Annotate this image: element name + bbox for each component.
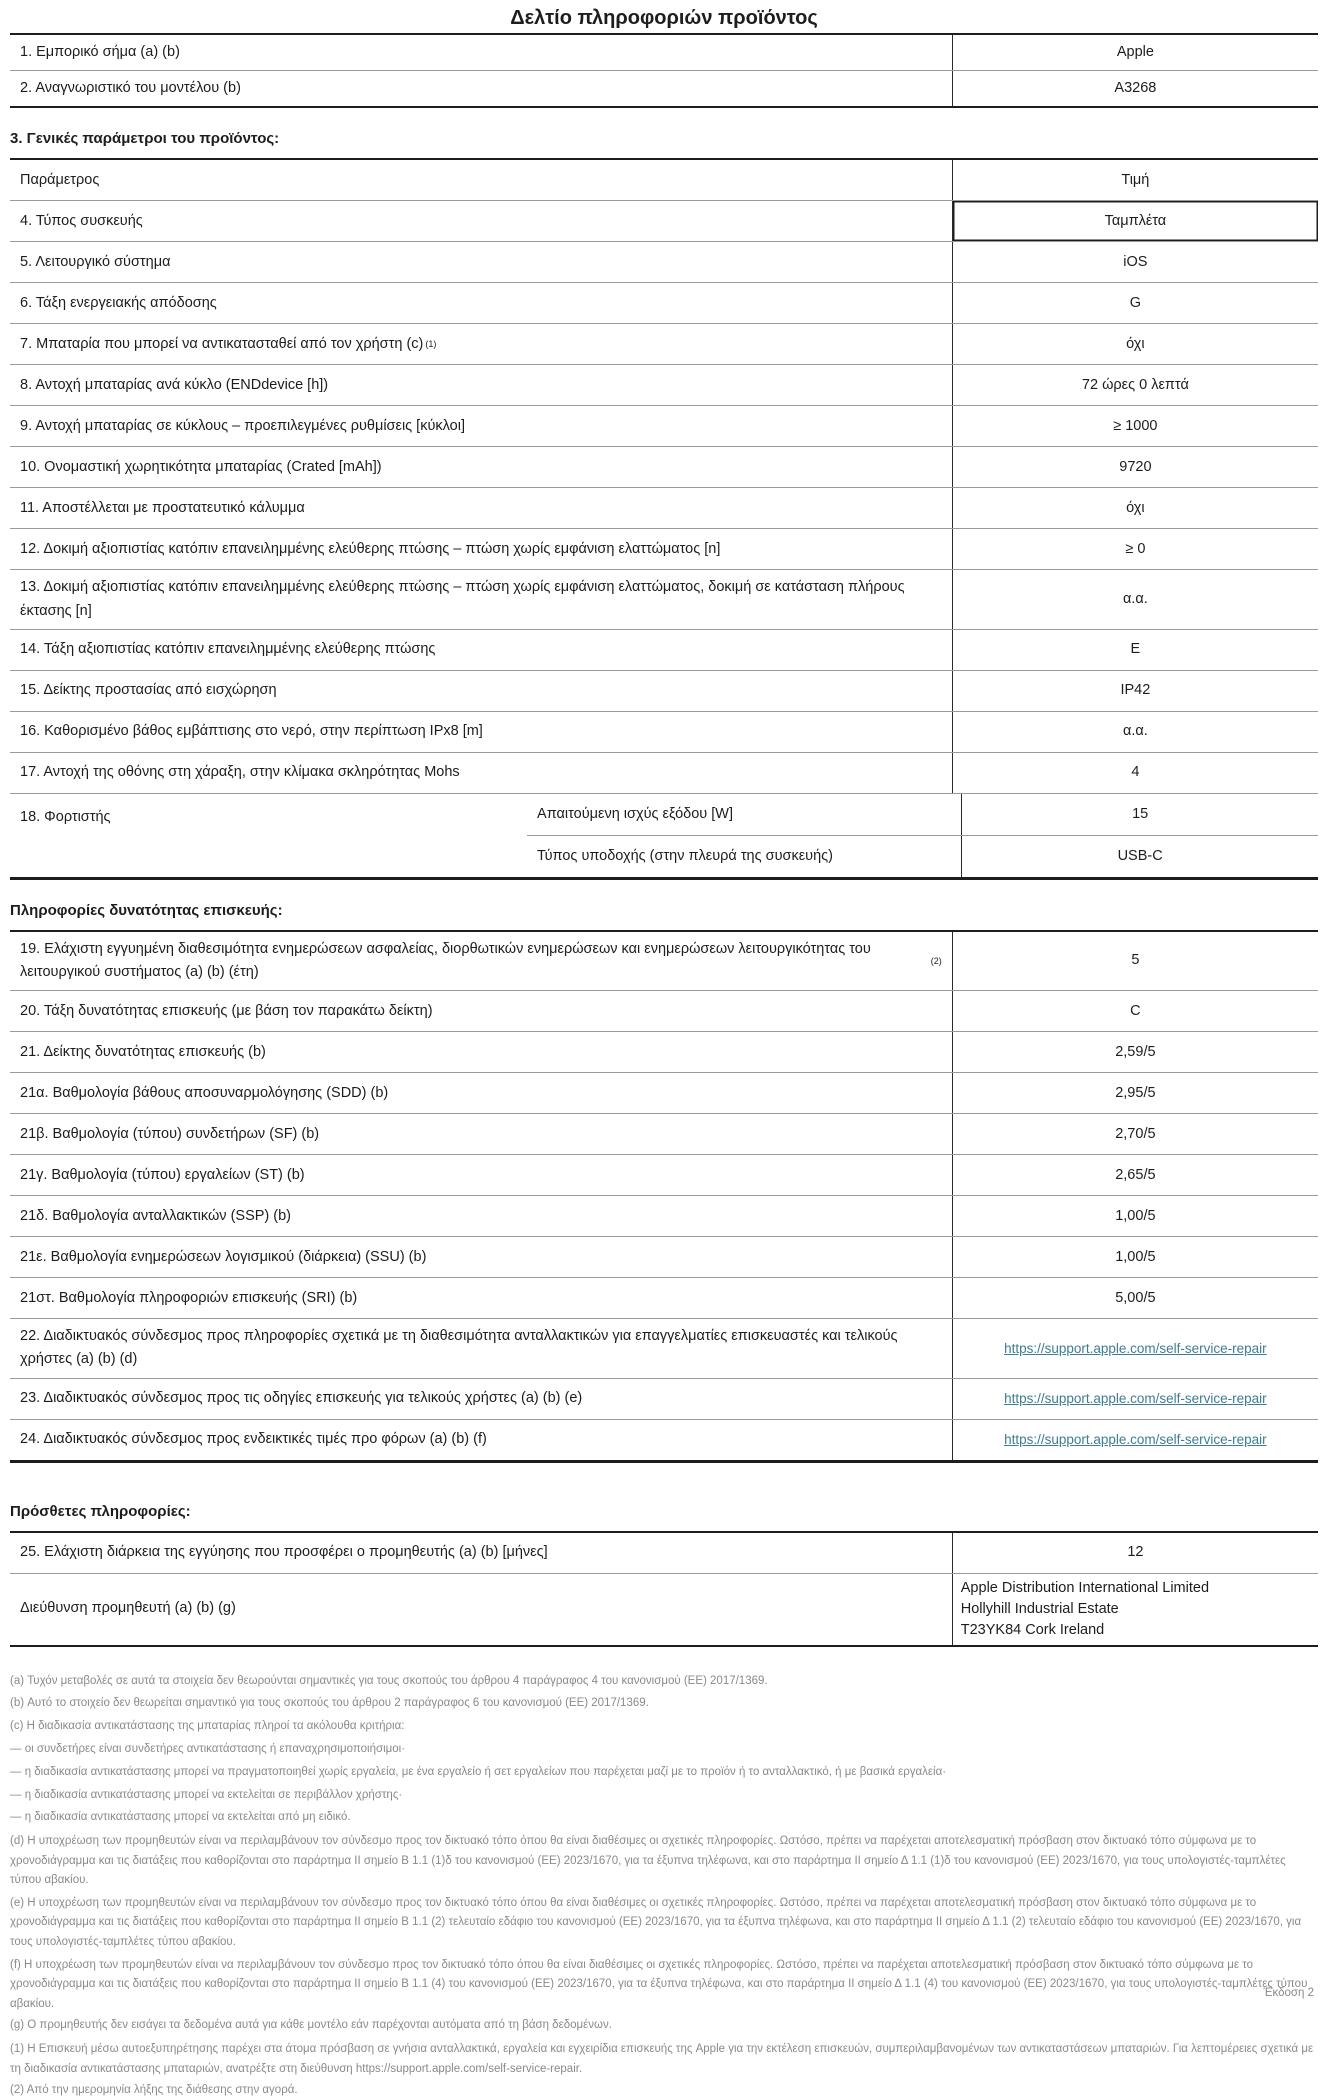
footnote-c: (c) Η διαδικασία αντικατάστασης της μπαταρίας πληροί τα ακόλουθα κριτήρια: (10, 1720, 405, 1733)
table-row (10, 35, 1318, 70)
row-label: 21δ. Βαθμολογία ανταλλακτικών (SSP) (b) (20, 1207, 291, 1224)
table-row (10, 932, 1318, 990)
row-label: 1. Εμπορικό σήμα (a) (b) (20, 44, 180, 60)
row-label: 15. Δείκτης προστασίας από εισχώρηση (20, 682, 277, 699)
product-fiche-page (0, 7, 1328, 2100)
table-row (10, 364, 1318, 405)
row-label: 21β. Βαθμολογία (τύπου) συνδετήρων (SF) (b) (20, 1125, 320, 1142)
table-row (10, 1378, 1318, 1419)
row-label: 21γ. Βαθμολογία (τύπου) εργαλείων (ST) (b) (20, 1166, 305, 1183)
repair-table (10, 930, 1318, 1463)
row-label: 20. Τάξη δυνατότητας επισκευής (με βάση τον παρακάτω δείκτη) (20, 1002, 433, 1019)
version-label: Έκδοση 2 (1263, 1987, 1314, 1999)
table-row (10, 1031, 1318, 1072)
supplier-address-line: Apple Distribution International Limited (960, 1579, 1210, 1596)
table-row (10, 323, 1318, 364)
row-label: 24. Διαδικτυακός σύνδεσμος προς ενδεικτικές τιμές προ φόρων (a) (b) (f) (20, 1430, 487, 1447)
spare-parts-link-cell (952, 1319, 1318, 1377)
table-row (10, 241, 1318, 282)
column-header-value: Τιμή (952, 160, 1318, 200)
table-row (10, 1419, 1318, 1460)
table-row (10, 1533, 1318, 1573)
general-table (10, 158, 1318, 879)
supplier-address (952, 1574, 1318, 1645)
table-row (10, 487, 1318, 528)
battery-endurance-value: 72 ώρες 0 λεπτά (952, 365, 1318, 405)
footnote-c-bullet-1: — οι συνδετήρες είναι συνδετήρες αντικατάστασης ή επαναχρησιμοποιήσιμοι· (10, 1742, 406, 1755)
footnote-2: (2) Από την ημερομηνία λήξης της διάθεσης στην αγορά. (10, 2084, 298, 2097)
footnote-c-bullet-2: — η διαδικασία αντικατάστασης μπορεί να πραγματοποιηθεί χωρίς εργαλεία, με ένα εργαλείο ή σετ εργαλείων που παρέχεται μαζί με το προϊόν ή το ανταλλακτικό, ή με βασικά εργαλεία· (10, 1765, 947, 1778)
ingress-protection-value: IP42 (952, 671, 1318, 711)
protective-cover-value: όχι (952, 488, 1318, 528)
battery-replaceable-value: όχι (952, 324, 1318, 364)
indicative-prices-link-cell (952, 1420, 1318, 1460)
row-label: 13. Δοκιμή αξιοπιστίας κατόπιν επανειλημμένης ελεύθερης πτώσης – πτώση χωρίς εμφάνιση ελαττώματος, δοκιμή σε κατάσταση πλήρους έκτασης [n] (20, 579, 905, 619)
column-header-parameter: Παράμετρος (20, 171, 100, 188)
charger-port-value: USB-C (961, 836, 1318, 877)
charger-subtable (527, 794, 1318, 877)
spare-parts-link[interactable]: https://support.apple.com/self-service-repair (1004, 1340, 1267, 1356)
table-row (10, 1236, 1318, 1277)
charger-row (10, 793, 1318, 877)
row-label: 17. Αντοχή της οθόνης στη χάραξη, στην κλίμακα σκληρότητας Mohs (20, 764, 460, 781)
repair-instructions-link-cell (952, 1379, 1318, 1419)
table-row (10, 752, 1318, 793)
additional-table (10, 1531, 1318, 1647)
immersion-depth-value: α.α. (952, 712, 1318, 752)
row-label: 22. Διαδικτυακός σύνδεσμος προς πληροφορίες σχετικά με τη διαθεσιμότητα ανταλλακτικών για επαγγελματίες επισκευαστές και τελικούς χρήστες (a) (b) (d) (20, 1328, 898, 1368)
supplier-address-line: T23YK84 Cork Ireland (960, 1621, 1105, 1638)
row-label: 14. Τάξη αξιοπιστίας κατόπιν επανειλημμένης ελεύθερης πτώσης (20, 641, 436, 658)
row-label: 19. Ελάχιστη εγγυημένη διαθεσιμότητα ενημερώσεων ασφαλείας, διορθωτικών ενημερώσεων και ενημερώσεων λειτουργικότητας του λειτουργικού συστήματος (a) (b) (έτη) (2) (20, 940, 942, 980)
table-row (10, 1318, 1318, 1377)
footnotes (10, 1673, 1318, 2100)
table-row (10, 282, 1318, 323)
row-label: 21α. Βαθμολογία βάθους αποσυναρμολόγησης (SDD) (b) (20, 1084, 389, 1101)
warranty-months-value: 12 (952, 1533, 1318, 1573)
os-value: iOS (952, 242, 1318, 282)
row-label: 5. Λειτουργικό σύστημα (20, 253, 171, 270)
supplier-address-line: Hollyhill Industrial Estate (960, 1600, 1119, 1617)
st-score-value: 2,65/5 (952, 1155, 1318, 1195)
row-label: 12. Δοκιμή αξιοπιστίας κατόπιν επανειλημμένης ελεύθερης πτώσης – πτώση χωρίς εμφάνιση ελαττώματος [n] (20, 540, 721, 557)
row-label: 21στ. Βαθμολογία πληροφοριών επισκευής (SRI) (b) (20, 1289, 358, 1306)
row-label: 7. Μπαταρία που μπορεί να αντικατασταθεί από τον χρήστη (c) (1) (20, 335, 437, 352)
table-row (10, 528, 1318, 569)
device-type-value: Ταμπλέτα (952, 201, 1318, 241)
footnote-e: (e) Η υποχρέωση των προμηθευτών είναι να περιλαμβάνουν τον σύνδεσμο προς τον δικτυακό τόπο όπου θα είναι διαθέσιμες οι σχετικές πληροφορίες. Ωστόσο, πρέπει να παρέχεται αποτελεσματική πρόσβαση στον δικτυακό τόπο σύμφωνα με το χρονοδιάγραμμα και τις διατάξεις που καθορίζονται στο παράρτημα ΙΙ σημείο Β 1.1 (2) τελευταίο εδάφιο του κανονισμού (ΕΕ) 2023/1670, για τα έξυπνα τηλέφωνα, και στο παράρτημα ΙΙ σημείο Δ 1.1 (2) τελευταίο εδάφιο του κανονισμού (ΕΕ) 2023/1670, για τους υπολογιστές-ταμπλέτες τύπου αβακίου. (10, 1896, 1302, 1948)
table-row (10, 1573, 1318, 1645)
battery-cycles-value: ≥ 1000 (952, 406, 1318, 446)
row-label: 8. Αντοχή μπαταρίας ανά κύκλο (ENDdevice [h]) (20, 376, 329, 393)
footnote-f: (f) Η υποχρέωση των προμηθευτών είναι να περιλαμβάνουν τον σύνδεσμο προς τον δικτυακό τόπο όπου θα είναι διαθέσιμες οι σχετικές πληροφορίες. Ωστόσο, πρέπει να παρέχεται αποτελεσματική πρόσβαση στον δικτυακό τόπο σύμφωνα με το χρονοδιάγραμμα και τις διατάξεις που καθορίζονται στο παράρτημα ΙΙ σημείο Β 1.1 (4) του κανονισμού (ΕΕ) 2023/1670, για τα έξυπνα τηλέφωνα, και στο παράρτημα ΙΙ σημείο Δ 1.1 (4) του κανονισμού (ΕΕ) 2023/1670, για τους υπολογιστές-ταμπλέτες τύπου αβακίου. (10, 1958, 1308, 2010)
charger-label: 18. Φορτιστής (20, 808, 111, 825)
repair-class-value: C (952, 991, 1318, 1031)
row-label: 25. Ελάχιστη διάρκεια της εγγύησης που προσφέρει ο προμηθευτής (a) (b) [μήνες] (20, 1543, 548, 1560)
model-id-value: A3268 (952, 71, 1318, 106)
drop-test-extended-value: α.α. (952, 570, 1318, 628)
repair-instructions-link[interactable]: https://support.apple.com/self-service-repair (1004, 1390, 1267, 1406)
row-label: Απαιτούμενη ισχύς εξόδου [W] (537, 806, 733, 823)
table-header-row (10, 160, 1318, 200)
row-label: Τύπος υποδοχής (στην πλευρά της συσκευής) (537, 848, 833, 865)
charger-power-value: 15 (961, 794, 1318, 835)
footnote-a: (a) Τυχόν μεταβολές σε αυτά τα στοιχεία δεν θεωρούνται σημαντικές για τους σκοπούς του άρθρου 4 παράγραφος 4 του κανονισμού (ΕΕ) 2017/1369. (10, 1674, 768, 1687)
battery-capacity-value: 9720 (952, 447, 1318, 487)
row-label: 16. Καθορισμένο βάθος εμβάπτισης στο νερό, στην περίπτωση IPx8 [m] (20, 723, 483, 740)
indicative-prices-link[interactable]: https://support.apple.com/self-service-repair (1004, 1431, 1267, 1447)
footnote-c-bullet-4: — η διαδικασία αντικατάστασης μπορεί να εκτελείται από μη ειδικό. (10, 1811, 351, 1824)
table-row (527, 794, 1318, 835)
ssp-score-value: 1,00/5 (952, 1196, 1318, 1236)
drop-test-value: ≥ 0 (952, 529, 1318, 569)
row-label: 4. Τύπος συσκευής (20, 212, 143, 229)
table-row (10, 405, 1318, 446)
row-label: 10. Ονομαστική χωρητικότητα μπαταρίας (Crated [mAh]) (20, 458, 382, 475)
repair-index-value: 2,59/5 (952, 1032, 1318, 1072)
footnote-d: (d) Η υποχρέωση των προμηθευτών είναι να περιλαμβάνουν τον σύνδεσμο προς τον δικτυακό τόπο όπου θα είναι διαθέσιμες οι σχετικές πληροφορίες. Ωστόσο, πρέπει να παρέχεται αποτελεσματική πρόσβαση στον δικτυακό τόπο σύμφωνα με το χρονοδιάγραμμα και τις διατάξεις που καθορίζονται στο παράρτημα ΙΙ σημείο Β 1.1 (1)δ του κανονισμού (ΕΕ) 2023/1670, για τα έξυπνα τηλέφωνα, και στο παράρτημα ΙΙ σημείο Δ 1.1 (1)δ του κανονισμού (ΕΕ) 2023/1670, για τους υπολογιστές-ταμπλέτες τύπου αβακίου. (10, 1835, 1286, 1887)
mohs-hardness-value: 4 (952, 753, 1318, 793)
row-label: 6. Τάξη ενεργειακής απόδοσης (20, 294, 217, 311)
section-heading-additional: Πρόσθετες πληροφορίες: (10, 1502, 191, 1520)
row-label: 2. Αναγνωριστικό του μοντέλου (b) (20, 80, 241, 97)
identity-table (10, 33, 1318, 108)
row-label: 9. Αντοχή μπαταρίας σε κύκλους – προεπιλεγμένες ρυθμίσεις [κύκλοι] (20, 417, 465, 434)
table-row (10, 569, 1318, 628)
table-row (10, 1195, 1318, 1236)
sf-score-value: 2,70/5 (952, 1114, 1318, 1154)
table-row (527, 835, 1318, 877)
row-label: 11. Αποστέλλεται με προστατευτικό κάλυμμα (20, 499, 305, 516)
row-label: 23. Διαδικτυακός σύνδεσμος προς τις οδηγίες επισκευής για τελικούς χρήστες (a) (b) (e) (20, 1389, 583, 1406)
reliability-class-value: E (952, 630, 1318, 670)
row-label: Διεύθυνση προμηθευτή (a) (b) (g) (20, 1600, 236, 1617)
section-heading-repair: Πληροφορίες δυνατότητας επισκευής: (10, 901, 283, 919)
table-row (10, 1113, 1318, 1154)
row-label: 21. Δείκτης δυνατότητας επισκευής (b) (20, 1043, 266, 1060)
updates-years-value: 5 (952, 932, 1318, 990)
ssu-score-value: 1,00/5 (952, 1237, 1318, 1277)
row-label: 21ε. Βαθμολογία ενημερώσεων λογισμικού (διάρκεια) (SSU) (b) (20, 1248, 427, 1265)
table-row (10, 200, 1318, 241)
section-heading-general: 3. Γενικές παράμετροι του προϊόντος: (10, 130, 280, 148)
table-row (10, 990, 1318, 1031)
sdd-score-value: 2,95/5 (952, 1073, 1318, 1113)
table-row (10, 446, 1318, 487)
table-row (10, 670, 1318, 711)
table-row (10, 70, 1318, 106)
sri-score-value: 5,00/5 (952, 1278, 1318, 1318)
footnote-c-bullet-3: — η διαδικασία αντικατάστασης μπορεί να εκτελείται σε περιβάλλον χρήστης· (10, 1788, 403, 1801)
table-row (10, 711, 1318, 752)
energy-class-value: G (952, 283, 1318, 323)
table-row (10, 629, 1318, 670)
footnote-1: (1) Η Επισκευή μέσω αυτοεξυπηρέτησης παρέχει στα άτομα πρόσβαση σε γνήσια ανταλλακτικά, εργαλεία και εγχειρίδια επισκευής της Apple για την εκτέλεση επισκευών, συμπεριλαμβανομένων των αντικαταστάσεων μπαταριών. Για λεπτομέρειες σχετικά με τη διαδικασία αντικατάστασης μπαταριών, ανατρέξτε στη διεύθυνση https://support.apple.com/self-service-repair. (10, 2042, 1314, 2075)
footnote-g: (g) Ο προμηθευτής δεν εισάγει τα δεδομένα αυτά για κάθε μοντέλο εάν παρέχονται αυτόματα από τη βάση δεδομένων. (10, 2019, 612, 2032)
brand-value: Apple (952, 35, 1318, 70)
table-row (10, 1072, 1318, 1113)
footnote-b: (b) Αυτό το στοιχείο δεν θεωρείται σημαντικό για τους σκοπούς του άρθρου 2 παράγραφος 6 του κανονισμού (ΕΕ) 2017/1369. (10, 1697, 649, 1710)
page-title: Δελτίο πληροφοριών προϊόντος (510, 7, 818, 29)
table-row (10, 1277, 1318, 1318)
table-row (10, 1154, 1318, 1195)
